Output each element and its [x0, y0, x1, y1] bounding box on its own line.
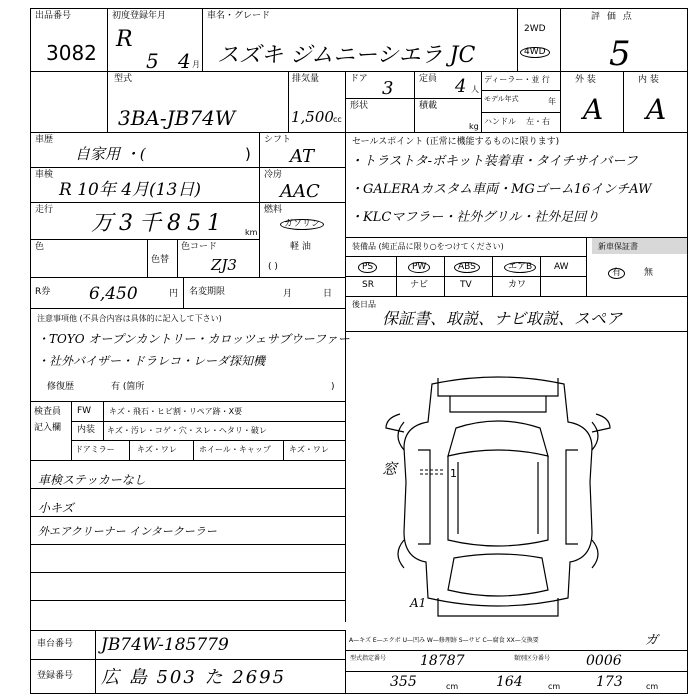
recycle-value: 6,450	[89, 284, 138, 304]
prev-type-value: 18787	[420, 653, 465, 669]
first-reg-cell	[107, 8, 203, 72]
accessories-box	[345, 296, 688, 332]
mileage-value: 万3千851	[91, 211, 227, 236]
selling-points-label: セールスポイント (正常に機能するものに限ります)	[352, 137, 560, 147]
inspector-interior-items: キズ・汚レ・コゲ・穴・スレ・ヘタリ・破レ	[107, 426, 267, 435]
model-year-unit: 年	[548, 97, 556, 106]
inspector-wheel-label: ホイール・キャップ	[199, 445, 271, 454]
prev-type-label: 型式指定番号	[350, 655, 387, 662]
inspector-wheel-items: キズ・ワレ	[289, 445, 329, 454]
name-change-label: 名変期限	[189, 287, 226, 297]
notes-box	[30, 308, 350, 402]
inspection-cell	[30, 167, 260, 203]
notes-right-border	[345, 331, 346, 622]
usage-value: 自家用 ・(	[75, 145, 146, 163]
legend-text: A—キズ E—エクボ U—凹み W—修理跡 S—サビ C—腐食 XX—交換要	[349, 637, 539, 644]
selling-point-1: ・トラストタ-ボキット装着車・タイチサイバーフ	[350, 154, 638, 169]
color-code-label: 色コード	[181, 242, 218, 252]
displacement-label: 排気量	[292, 74, 320, 84]
class-value: 0006	[586, 653, 622, 669]
class-label: 類別区分番号	[514, 655, 551, 662]
dim-width-unit: cm	[548, 682, 561, 691]
shape-cell	[345, 98, 415, 133]
equip-tv: TV	[460, 280, 472, 290]
load-unit: kg	[469, 122, 479, 131]
shape-label: 形状	[350, 101, 369, 111]
warranty-no: 無	[644, 268, 654, 278]
fuel-paren: ( )	[268, 262, 278, 272]
inspector-table	[30, 401, 346, 461]
inspector-fw-label: FW	[77, 406, 92, 416]
diagram-mark-1: 1	[450, 467, 457, 480]
notes-line-2: ・社外バイザー・ドラレコ・レーダ探知機	[37, 354, 266, 368]
inspection-label: 車検	[35, 170, 54, 180]
capacity-value: 4	[455, 76, 467, 97]
inspection-value: R 10年 4月(13日)	[59, 180, 201, 200]
registration-value: 広 島 503 た 2695	[101, 667, 287, 688]
shift-value: AT	[290, 146, 315, 167]
dim-length-unit: cm	[446, 682, 459, 691]
interior-grade: A	[646, 93, 667, 126]
model-label: 車名・グレード	[207, 11, 271, 21]
type-cell	[107, 71, 289, 133]
aircon-label: 冷房	[264, 170, 283, 180]
color-label: 色	[35, 242, 45, 252]
model-name: スズキ ジムニーシエラ JC	[217, 43, 476, 68]
lot-label: 出品番号	[35, 11, 72, 21]
model-cell	[202, 8, 518, 72]
displacement-value: 1,500	[291, 108, 334, 126]
selling-point-3: ・KLCマフラー・社外グリル・社外足回り	[350, 210, 600, 225]
diagram-mark-a1: A1	[410, 596, 427, 610]
handwritten-note-3: 外エアクリーナー インタークーラー	[38, 525, 217, 538]
aircon-cell	[259, 167, 346, 203]
doors-label: ドア	[350, 74, 368, 84]
exterior-cell	[560, 71, 624, 133]
score-label: 評 価 点	[591, 12, 634, 22]
dim-length: 355	[390, 674, 417, 690]
name-change-day: 日	[323, 289, 333, 299]
equip-abs: ABS	[454, 262, 480, 273]
drive-2wd: 2WD	[524, 24, 546, 34]
handwritten-note-1: 車検ステッカーなし	[38, 473, 146, 487]
shift-label: シフト	[264, 135, 292, 145]
capacity-cell	[414, 71, 482, 99]
repair-history-value: 有 (箇所	[111, 382, 145, 392]
mileage-unit: km	[245, 228, 258, 237]
load-cell	[414, 98, 482, 133]
usage-label: 車歴	[35, 135, 54, 145]
fuel-cell	[259, 202, 346, 278]
accessories-label: 後日品	[352, 300, 376, 309]
selling-point-2: ・GALERAカスタム車両・MGゴーム16インチAW	[350, 182, 652, 197]
exterior-label: 外 装	[575, 75, 596, 85]
equipment-label: 装備品 (純正品に限り○をつけてください)	[352, 242, 504, 251]
score-cell	[560, 8, 688, 72]
legend-sign: ガ	[645, 633, 659, 648]
capacity-unit: 人	[471, 85, 479, 94]
dealer-label: ディーラー・並 行	[484, 75, 550, 84]
mileage-label: 走行	[35, 205, 54, 215]
equip-navi: ナビ	[410, 280, 429, 290]
usage-close: )	[245, 145, 251, 163]
equip-aw: AW	[554, 262, 569, 272]
registration-label: 登録番号	[37, 671, 74, 681]
lot-number: 3082	[46, 41, 97, 65]
type-value: 3BA-JB74W	[118, 106, 236, 130]
dealer-cell	[481, 71, 561, 133]
first-reg-year: 5	[146, 49, 159, 73]
handwritten-notes-area	[30, 460, 346, 620]
notes-line-1: ・TOYO オープンカントリー・カロッツェサブウーファー	[37, 332, 350, 346]
displacement-unit: cc	[333, 115, 342, 124]
new-car-warranty-label: 新車保証書	[598, 242, 638, 251]
dim-height: 173	[596, 674, 623, 690]
chassis-cell	[30, 630, 346, 660]
diagram-window-mark: 窓	[382, 460, 398, 478]
inspector-mirror-items: キズ・ワレ	[137, 445, 177, 454]
chassis-value: JB74W-185779	[101, 635, 229, 655]
recycle-cell	[30, 277, 346, 309]
doors-cell	[345, 71, 415, 99]
equip-sr: SR	[362, 280, 374, 290]
repair-history-label: 修復歴	[47, 382, 75, 392]
name-change-month: 月	[283, 289, 293, 299]
displacement-cell	[288, 71, 346, 133]
color-change-label: 色替	[151, 255, 170, 265]
equip-pw: PW	[408, 262, 430, 273]
inspector-interior-label: 内装	[77, 425, 96, 435]
interior-label: 内 装	[638, 75, 659, 85]
shift-cell	[259, 132, 346, 168]
inspector-mirror-label: ドアミラー	[75, 445, 115, 454]
dim-width: 164	[496, 674, 523, 690]
score-value: 5	[609, 34, 631, 74]
inspector-label-1: 検査員	[34, 407, 62, 417]
first-reg-month: 4	[178, 49, 191, 73]
recycle-label: R券	[35, 287, 51, 297]
lot-cell	[30, 8, 108, 72]
color-cell	[30, 239, 260, 278]
accessories-value: 保証書、取説、ナビ取説、スペア	[382, 309, 623, 328]
capacity-label: 定員	[419, 74, 438, 84]
legend-row	[345, 634, 688, 650]
first-reg-era: R	[116, 27, 133, 52]
load-label: 積載	[419, 101, 438, 111]
drive-cell	[517, 8, 561, 72]
repair-history-close: )	[331, 382, 335, 392]
handle-label: ハンドル	[484, 117, 516, 126]
equip-airbag: エアB	[504, 262, 536, 273]
exterior-grade: A	[583, 93, 604, 126]
mileage-cell	[30, 202, 260, 240]
dims-box	[345, 650, 688, 694]
fuel-diesel: 軽 油	[290, 242, 311, 252]
first-reg-month-unit: 月	[192, 60, 200, 69]
fuel-gasoline: ガソリン	[280, 219, 324, 230]
type-label: 型式	[114, 74, 133, 84]
selling-points-box	[345, 132, 688, 238]
fuel-label: 燃料	[264, 205, 283, 215]
registration-cell	[30, 659, 346, 694]
warranty-yes: 有	[608, 268, 625, 279]
handle-value: 左・右	[526, 117, 550, 126]
first-reg-label: 初度登録年月	[112, 11, 167, 21]
equipment-box	[345, 237, 688, 297]
dim-height-unit: cm	[646, 682, 659, 691]
equip-ps: PS	[358, 262, 377, 273]
recycle-unit: 円	[169, 289, 179, 299]
aircon-value: AAC	[280, 181, 320, 202]
inspector-fw-items: キズ・飛石・ヒビ割・リペア跡・X要	[109, 407, 243, 416]
model-year-label: モデル年式	[484, 95, 519, 103]
color-code-value: ZJ3	[211, 256, 237, 274]
chassis-label: 車台番号	[37, 639, 74, 649]
usage-cell	[30, 132, 260, 168]
interior-cell	[623, 71, 688, 133]
handwritten-note-2: 小キズ	[38, 501, 74, 515]
doors-value: 3	[382, 78, 394, 99]
notes-label: 注意事項他 (不具合内容は具体的に記入して下さい)	[37, 314, 222, 323]
car-diagram	[378, 362, 618, 632]
drive-4wd: 4WD	[520, 47, 550, 58]
equip-leather: カワ	[508, 280, 527, 290]
inspector-label-2: 記入欄	[34, 423, 62, 433]
